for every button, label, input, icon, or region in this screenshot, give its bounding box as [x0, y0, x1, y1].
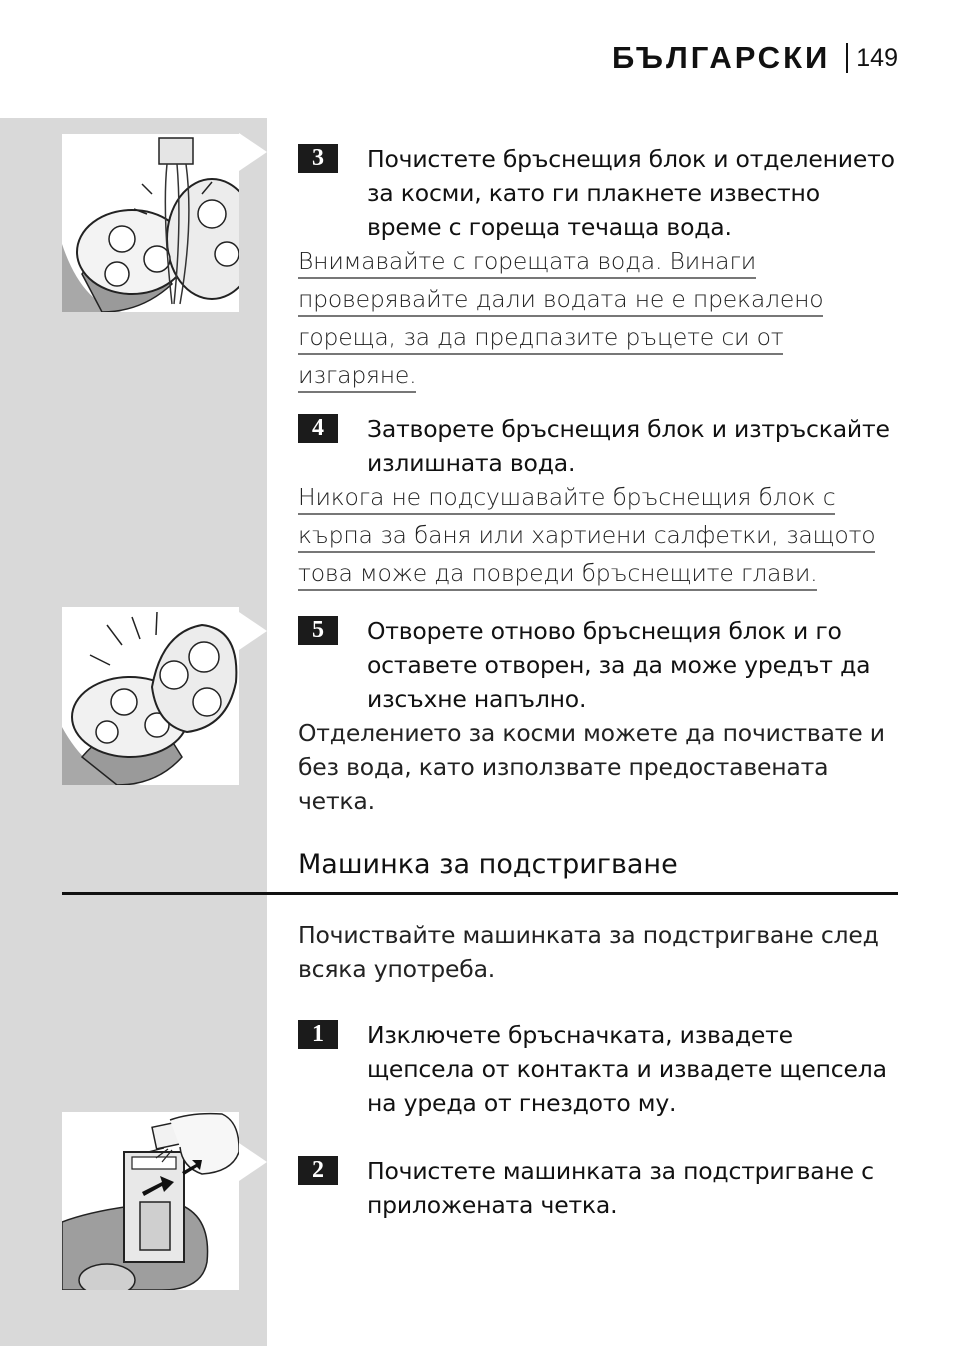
warning-line: Никога не подсушавайте бръснещия блок с [298, 482, 835, 515]
section-intro: Почиствайте машинката за подстригване след всяка употреба. [298, 921, 879, 983]
step-instruction: Затворете бръснещия блок и изтръскайте излишната вода. [367, 415, 890, 477]
section-title: Машинка за подстригване [298, 849, 678, 880]
figure-pointer [239, 133, 267, 171]
step-number-badge: 2 [298, 1156, 338, 1185]
step-instruction: Почистете бръснещия блок и отделението за косми, като ги плакнете известно време с гореща течаща вода. [367, 145, 895, 241]
step-number-badge: 4 [298, 414, 338, 443]
figure-pointer [239, 612, 267, 650]
warning-line: гореща, за да предпазите ръцете си от [298, 322, 783, 355]
step-number-badge: 1 [298, 1020, 338, 1049]
warning-step-3 [298, 244, 898, 396]
step-instruction: Почистете машинката за подстригване с приложената четка. [367, 1157, 874, 1219]
rinse-shaving-unit-illustration [62, 134, 239, 312]
step-3 [298, 142, 898, 244]
page-number: 149 [856, 43, 898, 72]
note-step-5: Отделението за косми можете да почиствате и без вода, като използвате предоставената четка. [298, 719, 885, 815]
figure-pointer [239, 1143, 267, 1181]
step-instruction: Изключете бръсначката, извадете щепсела от контакта и извадете щепсела на уреда от гнездото му. [367, 1021, 887, 1117]
step-number-badge: 5 [298, 616, 338, 645]
warning-line: проверявайте дали водата не е прекалено [298, 284, 823, 317]
warning-line: изгаряне. [298, 360, 416, 393]
warning-line: Внимавайте с горещата вода. Винаги [298, 246, 756, 279]
brush-trimmer-illustration [62, 1112, 239, 1290]
header-divider [846, 43, 848, 73]
section-rule [62, 892, 898, 895]
warning-line: това може да повреди бръснещите глави. [298, 558, 817, 591]
open-shaving-unit-illustration [62, 607, 239, 785]
warning-step-4 [298, 480, 898, 594]
trimmer-step-2 [298, 1154, 898, 1222]
trimmer-step-1 [298, 1018, 898, 1120]
step-instruction: Отворете отново бръснещия блок и го оставете отворен, за да може уредът да изсъхне напълно. [367, 617, 871, 713]
step-4 [298, 412, 898, 480]
page-header [612, 38, 898, 78]
step-number-badge: 3 [298, 144, 338, 173]
warning-line: кърпа за баня или хартиени салфетки, защото [298, 520, 875, 553]
language-label: БЪЛГАРСКИ [611, 40, 831, 75]
step-5 [298, 614, 898, 716]
